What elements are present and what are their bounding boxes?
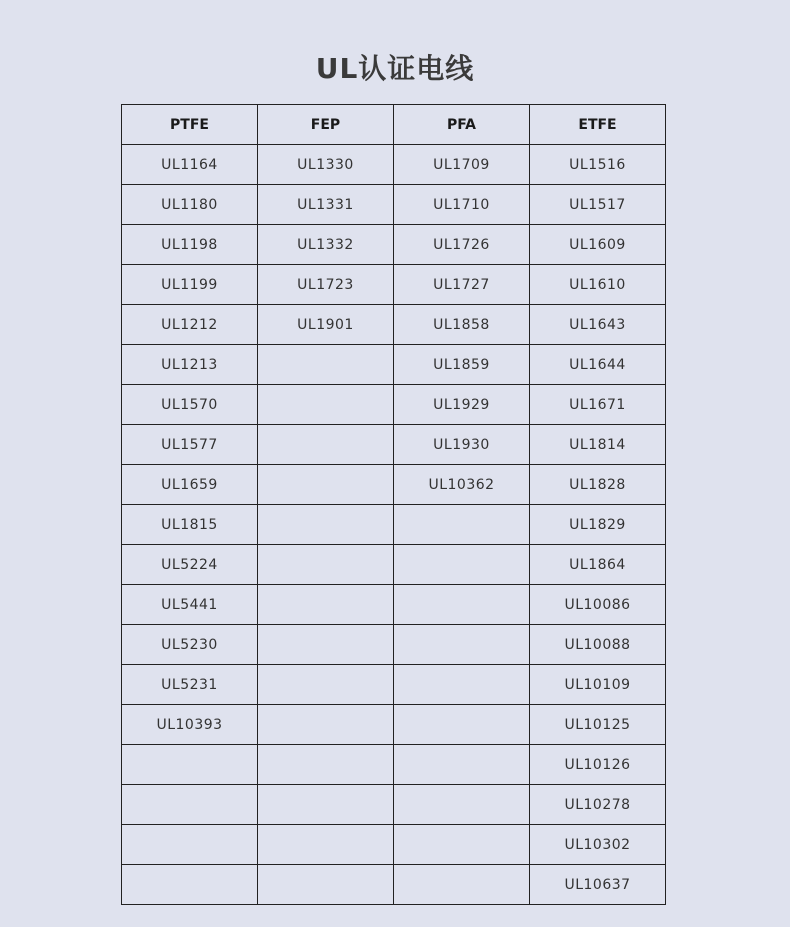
table-row xyxy=(122,705,666,745)
table-cell-ptfe: UL10393 xyxy=(122,705,258,745)
table-row xyxy=(122,185,666,225)
table-cell-ptfe: UL5441 xyxy=(122,585,258,625)
table-cell-fep xyxy=(258,425,394,465)
table-cell-pfa xyxy=(394,665,530,705)
table-row xyxy=(122,745,666,785)
table-cell-ptfe: UL1180 xyxy=(122,185,258,225)
table-cell-etfe: UL1814 xyxy=(530,425,666,465)
table-cell-fep xyxy=(258,625,394,665)
table-cell-pfa: UL1726 xyxy=(394,225,530,265)
table-cell-ptfe: UL1815 xyxy=(122,505,258,545)
table-cell-etfe: UL1864 xyxy=(530,545,666,585)
table-cell-pfa: UL1727 xyxy=(394,265,530,305)
table-cell-ptfe: UL1570 xyxy=(122,385,258,425)
table-row xyxy=(122,385,666,425)
table-cell-fep xyxy=(258,545,394,585)
table-cell-pfa xyxy=(394,785,530,825)
table-cell-etfe: UL10125 xyxy=(530,705,666,745)
table-cell-ptfe: UL5231 xyxy=(122,665,258,705)
table-row xyxy=(122,225,666,265)
table-row xyxy=(122,505,666,545)
table-cell-ptfe: UL1198 xyxy=(122,225,258,265)
table-cell-etfe: UL10088 xyxy=(530,625,666,665)
table-row xyxy=(122,545,666,585)
table-row xyxy=(122,625,666,665)
table-cell-ptfe: UL1213 xyxy=(122,345,258,385)
ul-certified-wire-table xyxy=(121,104,666,905)
column-header-fep: FEP xyxy=(258,105,394,145)
table-cell-etfe: UL1643 xyxy=(530,305,666,345)
table-cell-pfa xyxy=(394,585,530,625)
table-cell-pfa: UL1858 xyxy=(394,305,530,345)
table-cell-fep: UL1723 xyxy=(258,265,394,305)
table-row xyxy=(122,825,666,865)
table-cell-pfa xyxy=(394,625,530,665)
table-cell-etfe: UL10278 xyxy=(530,785,666,825)
table-cell-fep: UL1332 xyxy=(258,225,394,265)
table-cell-etfe: UL10086 xyxy=(530,585,666,625)
table-cell-pfa: UL10362 xyxy=(394,465,530,505)
table-row xyxy=(122,785,666,825)
table-cell-fep xyxy=(258,585,394,625)
table-cell-fep xyxy=(258,665,394,705)
table-cell-etfe: UL10109 xyxy=(530,665,666,705)
table-cell-ptfe xyxy=(122,785,258,825)
table-cell-fep xyxy=(258,345,394,385)
table-cell-fep xyxy=(258,465,394,505)
table-row xyxy=(122,585,666,625)
table-cell-pfa xyxy=(394,825,530,865)
table-cell-etfe: UL1609 xyxy=(530,225,666,265)
table-cell-fep xyxy=(258,705,394,745)
table-cell-etfe: UL10302 xyxy=(530,825,666,865)
table-cell-ptfe xyxy=(122,865,258,905)
table-body xyxy=(122,145,666,905)
table-cell-pfa xyxy=(394,745,530,785)
table-cell-fep xyxy=(258,865,394,905)
table-row xyxy=(122,265,666,305)
table-cell-ptfe: UL1199 xyxy=(122,265,258,305)
table-cell-etfe: UL1671 xyxy=(530,385,666,425)
table-header-row xyxy=(122,105,666,145)
table-cell-ptfe: UL1659 xyxy=(122,465,258,505)
table-cell-fep: UL1331 xyxy=(258,185,394,225)
table-cell-etfe: UL10126 xyxy=(530,745,666,785)
table-cell-ptfe: UL5230 xyxy=(122,625,258,665)
table-cell-pfa: UL1859 xyxy=(394,345,530,385)
column-header-etfe: ETFE xyxy=(530,105,666,145)
table-row xyxy=(122,865,666,905)
table-cell-pfa xyxy=(394,865,530,905)
page-title: UL认证电线 xyxy=(315,52,475,85)
table-cell-etfe: UL1610 xyxy=(530,265,666,305)
table-cell-fep xyxy=(258,745,394,785)
table-cell-fep: UL1330 xyxy=(258,145,394,185)
table-cell-fep xyxy=(258,505,394,545)
table-cell-pfa: UL1709 xyxy=(394,145,530,185)
table-cell-pfa xyxy=(394,705,530,745)
table-row xyxy=(122,305,666,345)
table-cell-etfe: UL1517 xyxy=(530,185,666,225)
column-header-ptfe: PTFE xyxy=(122,105,258,145)
table-cell-etfe: UL10637 xyxy=(530,865,666,905)
table-cell-ptfe: UL1212 xyxy=(122,305,258,345)
table-cell-ptfe xyxy=(122,825,258,865)
table-cell-ptfe: UL1577 xyxy=(122,425,258,465)
table-cell-pfa: UL1710 xyxy=(394,185,530,225)
table-cell-pfa: UL1929 xyxy=(394,385,530,425)
table-row xyxy=(122,345,666,385)
column-header-pfa: PFA xyxy=(394,105,530,145)
table-cell-pfa xyxy=(394,545,530,585)
table-cell-pfa: UL1930 xyxy=(394,425,530,465)
table-cell-fep xyxy=(258,785,394,825)
table-row xyxy=(122,465,666,505)
table-cell-fep: UL1901 xyxy=(258,305,394,345)
table-row xyxy=(122,425,666,465)
table-cell-pfa xyxy=(394,505,530,545)
table-cell-etfe: UL1828 xyxy=(530,465,666,505)
table-cell-ptfe: UL5224 xyxy=(122,545,258,585)
table-cell-etfe: UL1644 xyxy=(530,345,666,385)
table-row xyxy=(122,665,666,705)
table-cell-fep xyxy=(258,825,394,865)
table-cell-etfe: UL1829 xyxy=(530,505,666,545)
table-row xyxy=(122,145,666,185)
table-cell-fep xyxy=(258,385,394,425)
table-cell-ptfe xyxy=(122,745,258,785)
table-cell-ptfe: UL1164 xyxy=(122,145,258,185)
table-cell-etfe: UL1516 xyxy=(530,145,666,185)
